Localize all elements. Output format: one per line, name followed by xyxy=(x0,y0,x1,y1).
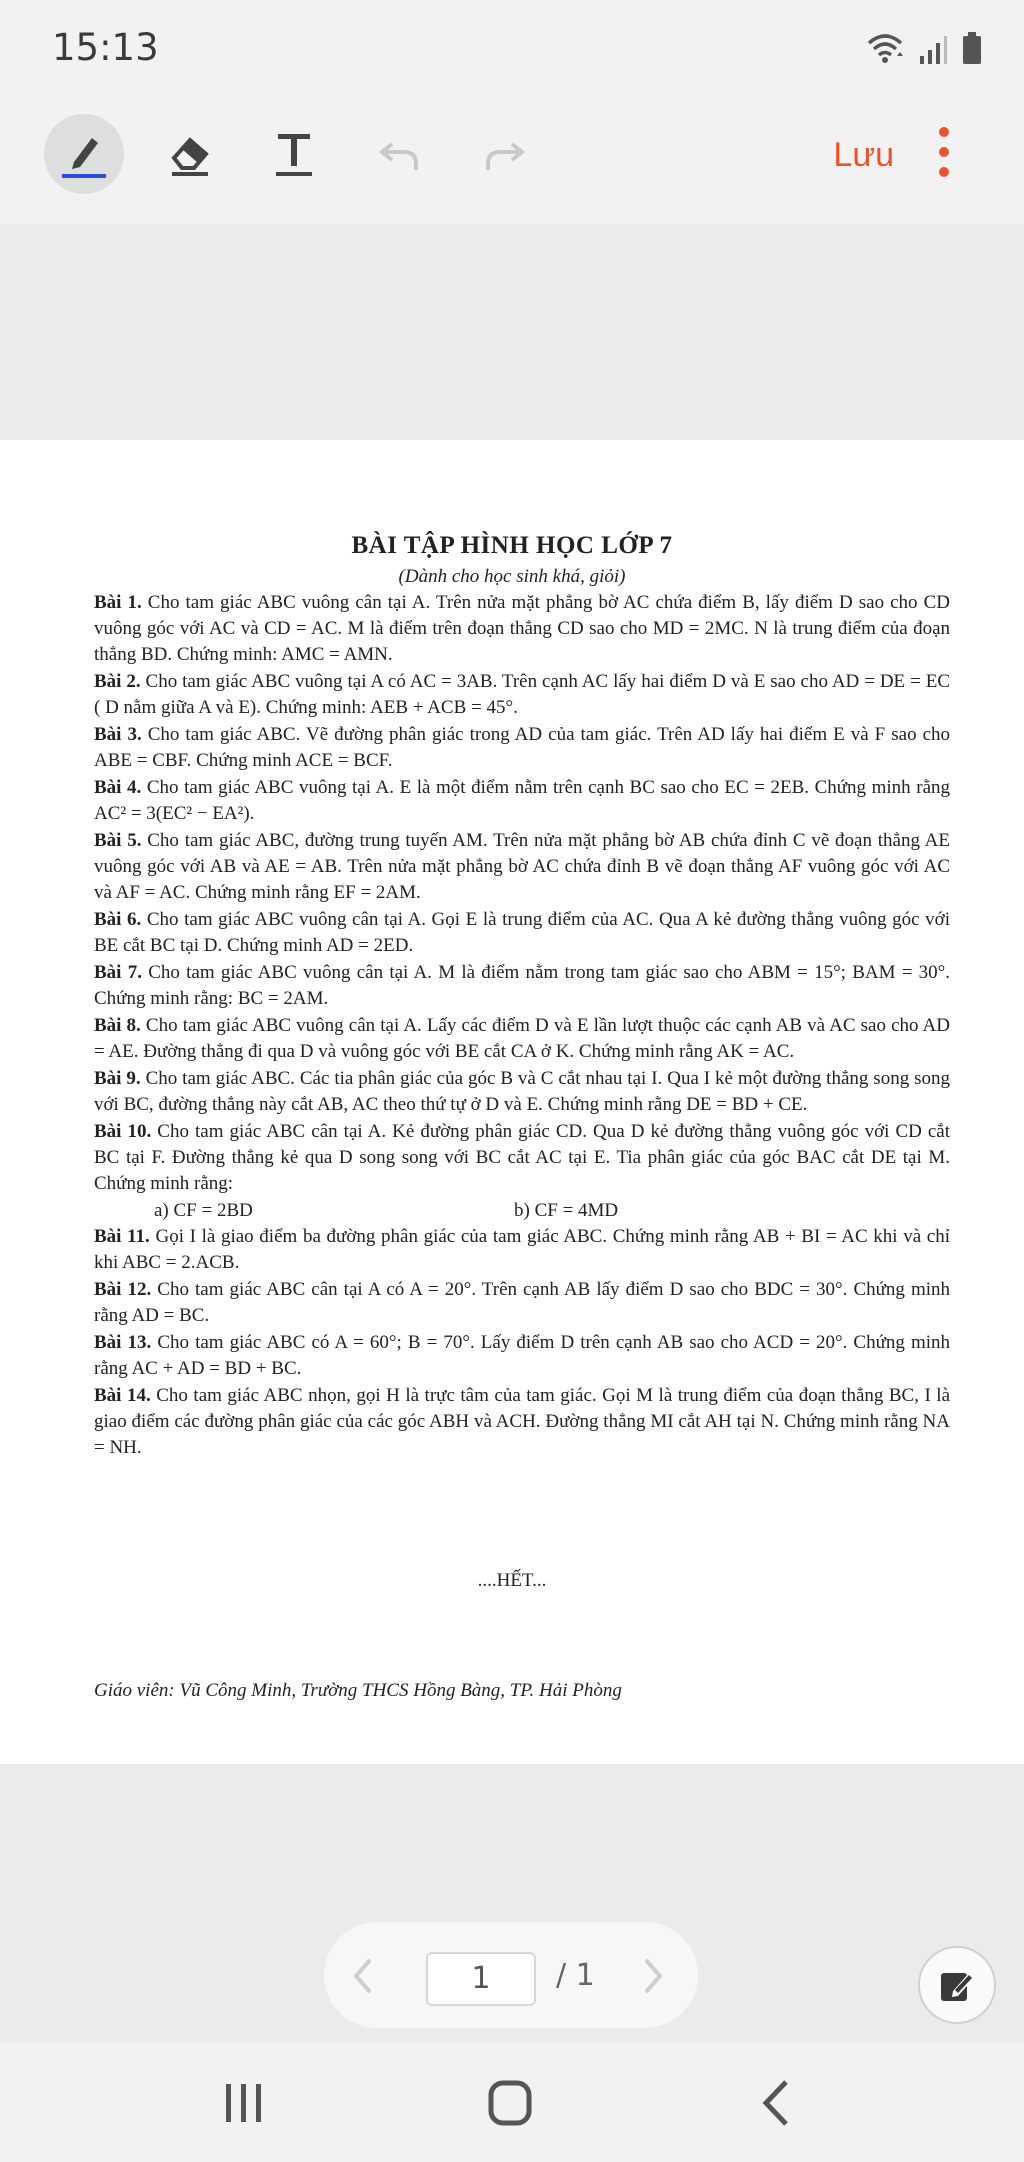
exercise-5: Bài 5. Cho tam giác ABC, đường trung tuyến AM. Trên nửa mặt phẳng bờ AB chứa đỉnh C vẽ đoạn thẳng AE vuông góc với AB và AE = AB. Trên nửa mặt phẳng bờ AC chứa đỉnh B vẽ đoạn thẳng AF vuông góc với AC và AF = AC. Chứng minh rằng EF = 2AM. xyxy=(94,830,951,903)
page-navigator xyxy=(324,1922,698,2028)
edit-document-icon xyxy=(937,1965,977,2005)
page-number-input[interactable]: 1 xyxy=(426,1952,536,2006)
document-end-mark: ....HẾT... xyxy=(477,1570,547,1591)
viewer-background xyxy=(0,224,1024,440)
system-nav-bar xyxy=(0,2042,1024,2162)
exercise-list xyxy=(94,590,950,1462)
redo-icon xyxy=(480,130,528,178)
home-icon[interactable] xyxy=(480,2076,540,2130)
exercise-10: Bài 10. Cho tam giác ABC cân tại A. Kẻ đường phân giác CD. Qua D kẻ đường thẳng vuông góc với CD cắt BC tại F. Đường thẳng kẻ qua D song song với BC cắt AC tại E. Tia phân giác của góc BAC cắt DE tại M. Chứng minh rằng: xyxy=(94,1121,951,1194)
back-icon[interactable] xyxy=(748,2076,808,2130)
annotation-toolbar xyxy=(0,80,1024,224)
document-subtitle: (Dành cho học sinh khá, giỏi) xyxy=(398,566,626,587)
edit-document-button[interactable] xyxy=(918,1946,996,2024)
status-icons xyxy=(866,30,982,64)
exercise-11: Bài 11. Gọi I là giao điểm ba đường phân giác của tam giác ABC. Chứng minh rằng AB + BI = AC khi và chỉ khi ABC = 2.ACB. xyxy=(94,1226,951,1273)
redo-button[interactable] xyxy=(464,114,544,194)
chevron-right-icon[interactable] xyxy=(642,1956,666,1996)
undo-button[interactable] xyxy=(360,114,440,194)
more-vert-icon[interactable] xyxy=(934,126,954,178)
document-footer: Giáo viên: Vũ Công Minh, Trường THCS Hồng Bàng, TP. Hải Phòng xyxy=(94,1680,622,1701)
document-page xyxy=(0,440,1024,1764)
exercise-6: Bài 6. Cho tam giác ABC vuông cân tại A. Gọi E là trung điểm của AC. Qua A kẻ đường thẳng vuông góc với BE cắt BC tại D. Chứng minh AD = 2ED. xyxy=(94,909,951,956)
status-time: 15:13 xyxy=(52,26,159,69)
text-tool-button[interactable] xyxy=(254,114,334,194)
wifi-icon xyxy=(866,32,904,64)
exercise-14: Bài 14. Cho tam giác ABC nhọn, gọi H là trực tâm của tam giác. Gọi M là trung điểm của đoạn thẳng BC, I là giao điểm các đường phân giác của các góc ABH và ACH. Đường thẳng MI cắt AH tại N. Chứng minh rằng NA = NH. xyxy=(94,1385,951,1458)
exercise-9: Bài 9. Cho tam giác ABC. Các tia phân giác của góc B và C cắt nhau tại I. Qua I kẻ một đường thẳng song song với BC, đường thẳng này cắt AB, AC theo thứ tự ở D và E. Chứng minh rằng DE = BD + CE. xyxy=(94,1068,951,1115)
document-title: BÀI TẬP HÌNH HỌC LỚP 7 xyxy=(351,532,673,559)
eraser-icon xyxy=(166,128,214,180)
exercise-12: Bài 12. Cho tam giác ABC cân tại A có A = 20°. Trên cạnh AB lấy điểm D sao cho BDC = 30°. Chứng minh rằng AD = BC. xyxy=(94,1279,951,1326)
exercise-2: Bài 2. Cho tam giác ABC vuông tại A có AC = 3AB. Trên cạnh AC lấy hai điểm D và E sao cho AD = DE = EC ( D nằm giữa A và E). Chứng minh: AEB + ACB = 45°. xyxy=(94,671,950,718)
text-icon xyxy=(270,128,318,180)
chevron-left-icon[interactable] xyxy=(350,1956,374,1996)
recents-icon[interactable] xyxy=(214,2076,274,2130)
signal-icon xyxy=(918,34,948,64)
exercise-4: Bài 4. Cho tam giác ABC vuông tại A. E là một điểm nằm trên cạnh BC sao cho EC = 2EB. Chứng minh rằng AC² = 3(EC² − EA²). xyxy=(94,777,951,824)
exercise-1: Bài 1. Cho tam giác ABC vuông cân tại A. Trên nửa mặt phẳng bờ AC chứa điểm B, lấy điểm D sao cho CD vuông góc với AC và CD = AC. M là điểm trên đoạn thẳng CD sao cho MD = 2MC. N là trung điểm của đoạn thẳng BD. Chứng minh: AMC = AMN. xyxy=(94,592,950,665)
exercise-10-option-a: a) CF = 2BD xyxy=(154,1200,253,1221)
status-bar xyxy=(0,0,1024,80)
pen-tool-button[interactable] xyxy=(44,114,124,194)
exercise-13: Bài 13. Cho tam giác ABC có A = 60°; B = 70°. Lấy điểm D trên cạnh AB sao cho ACD = 20°. Chứng minh rằng AC + AD = BD + BC. xyxy=(94,1332,951,1379)
exercise-8: Bài 8. Cho tam giác ABC vuông cân tại A. Lấy các điểm D và E lần lượt thuộc các cạnh AB và AC sao cho AD = AE. Đường thẳng đi qua D và vuông góc với BE cắt CA ở K. Chứng minh rằng AK = AC. xyxy=(94,1015,950,1062)
undo-icon xyxy=(376,130,424,178)
eraser-tool-button[interactable] xyxy=(150,114,230,194)
exercise-7: Bài 7. Cho tam giác ABC vuông cân tại A. M là điểm nằm trong tam giác sao cho ABM = 15°; BAM = 30°. Chứng minh rằng: BC = 2AM. xyxy=(94,962,951,1009)
pen-icon xyxy=(60,128,108,180)
battery-icon xyxy=(962,32,982,64)
save-button[interactable]: Lưu xyxy=(833,136,894,174)
exercise-10-option-b: b) CF = 4MD xyxy=(514,1200,619,1221)
page-total: / 1 xyxy=(556,1958,595,1993)
exercise-3: Bài 3. Cho tam giác ABC. Vẽ đường phân giác trong AD của tam giác. Trên AD lấy hai điểm E và F sao cho ABE = CBF. Chứng minh ACE = BCF. xyxy=(94,724,951,771)
exercise-10-options xyxy=(94,1198,950,1224)
